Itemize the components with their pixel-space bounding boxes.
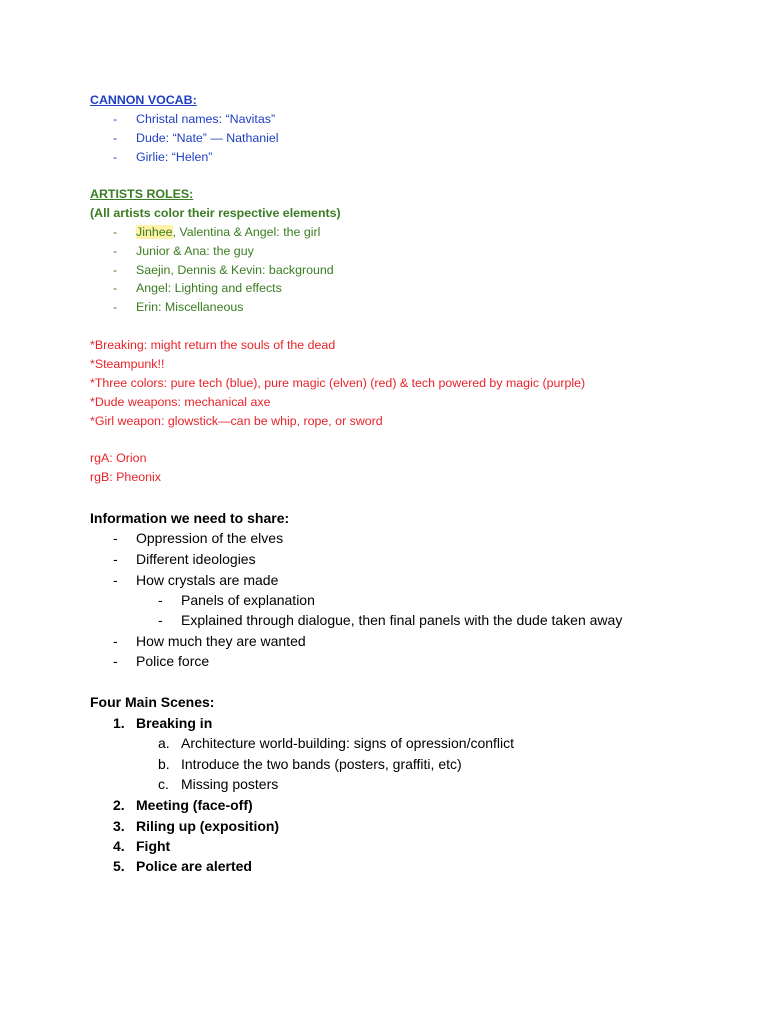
bullet-dash: - — [113, 572, 118, 588]
scenes-heading: Four Main Scenes: — [90, 694, 215, 710]
note-line: *Three colors: pure tech (blue), pure magic (elven) (red) & tech powered by magic (purple) — [90, 376, 586, 390]
note-line: *Dude weapons: mechanical axe — [90, 395, 271, 409]
info-share-sub-item: Explained through dialogue, then final panels with the dude taken away — [181, 612, 623, 628]
note-line: *Girl weapon: glowstick—can be whip, rope, or sword — [90, 414, 383, 428]
highlighted-name: Jinhee — [136, 225, 173, 239]
artists-roles-item-rest: , Valentina & Angel: the girl — [172, 225, 321, 239]
scene-label: Breaking in — [136, 715, 213, 731]
cannon-vocab-item: Christal names: “Navitas” — [136, 112, 276, 126]
bullet-dash: - — [113, 281, 118, 295]
bullet-dash: - — [113, 530, 118, 546]
scene-number: 5. — [113, 858, 125, 874]
scene-number: 1. — [113, 715, 125, 731]
info-share-item: How much they are wanted — [136, 633, 306, 649]
scene-sub-item: Architecture world-building: signs of opression/conflict — [181, 735, 515, 751]
scene-sub-letter: b. — [158, 756, 170, 772]
bullet-dash: - — [113, 300, 118, 314]
bullet-dash: - — [113, 225, 118, 239]
cannon-vocab-heading: CANNON VOCAB: — [90, 93, 197, 107]
artists-roles-item: Junior & Ana: the guy — [136, 244, 254, 258]
scene-label: Meeting (face-off) — [136, 797, 253, 813]
artists-roles-item: Erin: Miscellaneous — [136, 300, 244, 314]
scene-sub-letter: a. — [158, 735, 170, 751]
bullet-dash: - — [113, 633, 118, 649]
note-line: *Breaking: might return the souls of the dead — [90, 338, 336, 352]
scene-sub-item: Missing posters — [181, 776, 279, 792]
bullet-dash: - — [158, 612, 163, 628]
bullet-dash: - — [113, 244, 118, 258]
bullet-dash: - — [158, 592, 163, 608]
info-share-heading: Information we need to share: — [90, 510, 290, 526]
info-share-sub-item: Panels of explanation — [181, 592, 315, 608]
cannon-vocab-item: Dude: “Nate” — Nathaniel — [136, 131, 279, 145]
bullet-dash: - — [113, 653, 118, 669]
scene-label: Police are alerted — [136, 858, 252, 874]
info-share-item: Different ideologies — [136, 551, 256, 567]
cannon-vocab-item: Girlie: “Helen” — [136, 150, 213, 164]
rg-line: rgB: Pheonix — [90, 470, 161, 484]
artists-roles-item: Saejin, Dennis & Kevin: background — [136, 263, 334, 277]
scene-number: 2. — [113, 797, 125, 813]
scene-number: 4. — [113, 838, 125, 854]
bullet-dash: - — [113, 150, 118, 164]
info-share-item: How crystals are made — [136, 572, 279, 588]
scene-number: 3. — [113, 818, 125, 834]
rg-line: rgA: Orion — [90, 451, 147, 465]
bullet-dash: - — [113, 131, 118, 145]
info-share-item: Police force — [136, 653, 210, 669]
artists-roles-item: Angel: Lighting and effects — [136, 281, 282, 295]
artists-roles-subheading: (All artists color their respective elements) — [90, 206, 341, 220]
bullet-dash: - — [113, 263, 118, 277]
scene-sub-item: Introduce the two bands (posters, graffiti, etc) — [181, 756, 462, 772]
info-share-item: Oppression of the elves — [136, 530, 284, 546]
bullet-dash: - — [113, 112, 118, 126]
artists-roles-item — [136, 226, 320, 238]
bullet-dash: - — [113, 551, 118, 567]
note-line: *Steampunk!! — [90, 357, 165, 371]
artists-roles-heading: ARTISTS ROLES: — [90, 187, 194, 201]
scene-label: Riling up (exposition) — [136, 818, 280, 834]
scene-label: Fight — [136, 838, 171, 854]
scene-sub-letter: c. — [158, 776, 169, 792]
